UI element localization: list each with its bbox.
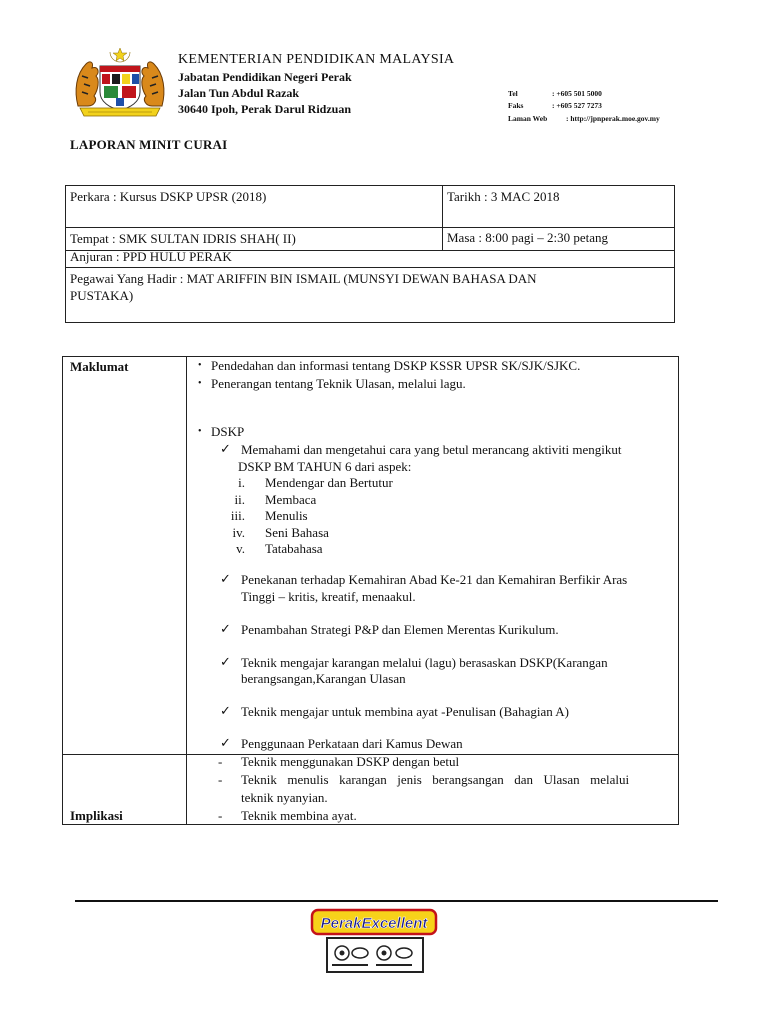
perkara-field: Perkara : Kursus DSKP UPSR (2018) [70, 189, 267, 204]
maklumat-label: Maklumat [70, 359, 129, 374]
contact-web [508, 114, 660, 123]
report-title: LAPORAN MINIT CURAI [70, 137, 228, 152]
aspect-item: Menulis [265, 508, 308, 523]
maklumat-item: Penerangan tentang Teknik Ulasan, melalui lagu. [211, 376, 466, 391]
info-row-divider [66, 227, 674, 228]
ministry-name: KEMENTERIAN PENDIDIKAN MALAYSIA [178, 52, 455, 67]
dskp-point: Penambahan Strategi P&P dan Elemen Merentas Kurikulum. [241, 622, 559, 637]
implikasi-item: Teknik membina ayat. [241, 808, 357, 823]
dskp-point-cont: Tinggi – kritis, kreatif, menaakul. [241, 589, 416, 604]
implikasi-item: Teknik menulis karangan jenis berangsangan dan Ulasan melalui [241, 772, 630, 787]
coat-of-arms-logo [72, 46, 168, 122]
certification-icons [328, 939, 422, 971]
department-name: Jabatan Pendidikan Negeri Perak [178, 70, 352, 84]
check-icon: ✓ [220, 703, 231, 718]
fax-value: : +605 527 7273 [552, 101, 602, 110]
dash-icon: - [218, 808, 223, 823]
logo-text: PerakExcellent [320, 915, 428, 932]
aspect-item: Seni Bahasa [265, 525, 329, 540]
bullet-icon: • [198, 360, 202, 371]
tel-label: Tel [508, 89, 518, 98]
minutes-table [62, 356, 679, 825]
pegawai-field-line2: PUSTAKA) [70, 288, 134, 303]
dskp-point: Teknik mengajar karangan melalui (lagu) berasaskan DSKP(Karangan [241, 655, 608, 670]
anjuran-field: Anjuran : PPD HULU PERAK [70, 249, 232, 264]
aspect-number: iv. [232, 525, 245, 540]
tempat-field: Tempat : SMK SULTAN IDRIS SHAH( II) [70, 231, 296, 246]
implikasi-label: Implikasi [70, 808, 123, 823]
dskp-point: Teknik mengajar untuk membina ayat -Penulisan (Bahagian A) [241, 704, 569, 719]
info-row-divider [66, 267, 674, 268]
web-value: : http://jpnperak.moe.gov.my [566, 114, 660, 123]
dskp-point: Penekanan terhadap Kemahiran Abad Ke-21 dan Kemahiran Berfikir Aras [241, 572, 628, 587]
pegawai-field-line1: Pegawai Yang Hadir : MAT ARIFFIN BIN ISMAIL (MUNSYI DEWAN BAHASA DAN [70, 271, 537, 286]
tel-value: : +605 501 5000 [552, 89, 602, 98]
contact-fax [508, 101, 602, 110]
bullet-icon: • [198, 426, 202, 437]
check-icon: ✓ [220, 571, 231, 586]
certification-badges [326, 937, 424, 973]
dskp-point-cont: DSKP BM TAHUN 6 dari aspek: [238, 459, 412, 474]
tarikh-field: Tarikh : 3 MAC 2018 [447, 189, 560, 204]
aspect-item: Mendengar dan Bertutur [265, 475, 393, 490]
address-street: Jalan Tun Abdul Razak [178, 86, 300, 100]
check-icon: ✓ [220, 654, 231, 669]
aspect-number: iii. [230, 508, 245, 523]
maklumat-item: DSKP [211, 424, 245, 439]
bullet-icon: • [198, 378, 202, 389]
aspect-number: i. [238, 475, 245, 490]
dash-icon: - [218, 754, 223, 769]
dskp-point: Penggunaan Perkataan dari Kamus Dewan [241, 736, 463, 751]
check-icon: ✓ [220, 441, 231, 456]
maklumat-item: Pendedahan dan informasi tentang DSKP KSSR UPSR SK/SJK/SJKC. [211, 358, 581, 373]
perak-excellent-logo [310, 906, 438, 938]
fax-label: Faks [508, 101, 524, 110]
dash-icon: - [218, 772, 223, 787]
aspect-item: Membaca [265, 492, 317, 507]
web-label: Laman Web [508, 114, 548, 123]
dskp-point-cont: berangsangan,Karangan Ulasan [241, 671, 406, 686]
info-column-divider [442, 186, 443, 250]
masa-field: Masa : 8:00 pagi – 2:30 petang [447, 230, 609, 245]
check-icon: ✓ [220, 621, 231, 636]
aspect-number: ii. [234, 492, 245, 507]
dskp-point: Memahami dan mengetahui cara yang betul merancang aktiviti mengikut [241, 442, 622, 457]
address-city: 30640 Ipoh, Perak Darul Ridzuan [178, 102, 352, 116]
footer-rule [75, 900, 718, 902]
implikasi-item-cont: teknik nyanyian. [241, 790, 328, 805]
aspect-number: v. [236, 541, 245, 556]
implikasi-item: Teknik menggunakan DSKP dengan betul [241, 754, 460, 769]
aspect-item: Tatabahasa [265, 541, 323, 556]
meeting-info-table [65, 185, 675, 323]
check-icon: ✓ [220, 735, 231, 750]
contact-tel [508, 89, 602, 98]
